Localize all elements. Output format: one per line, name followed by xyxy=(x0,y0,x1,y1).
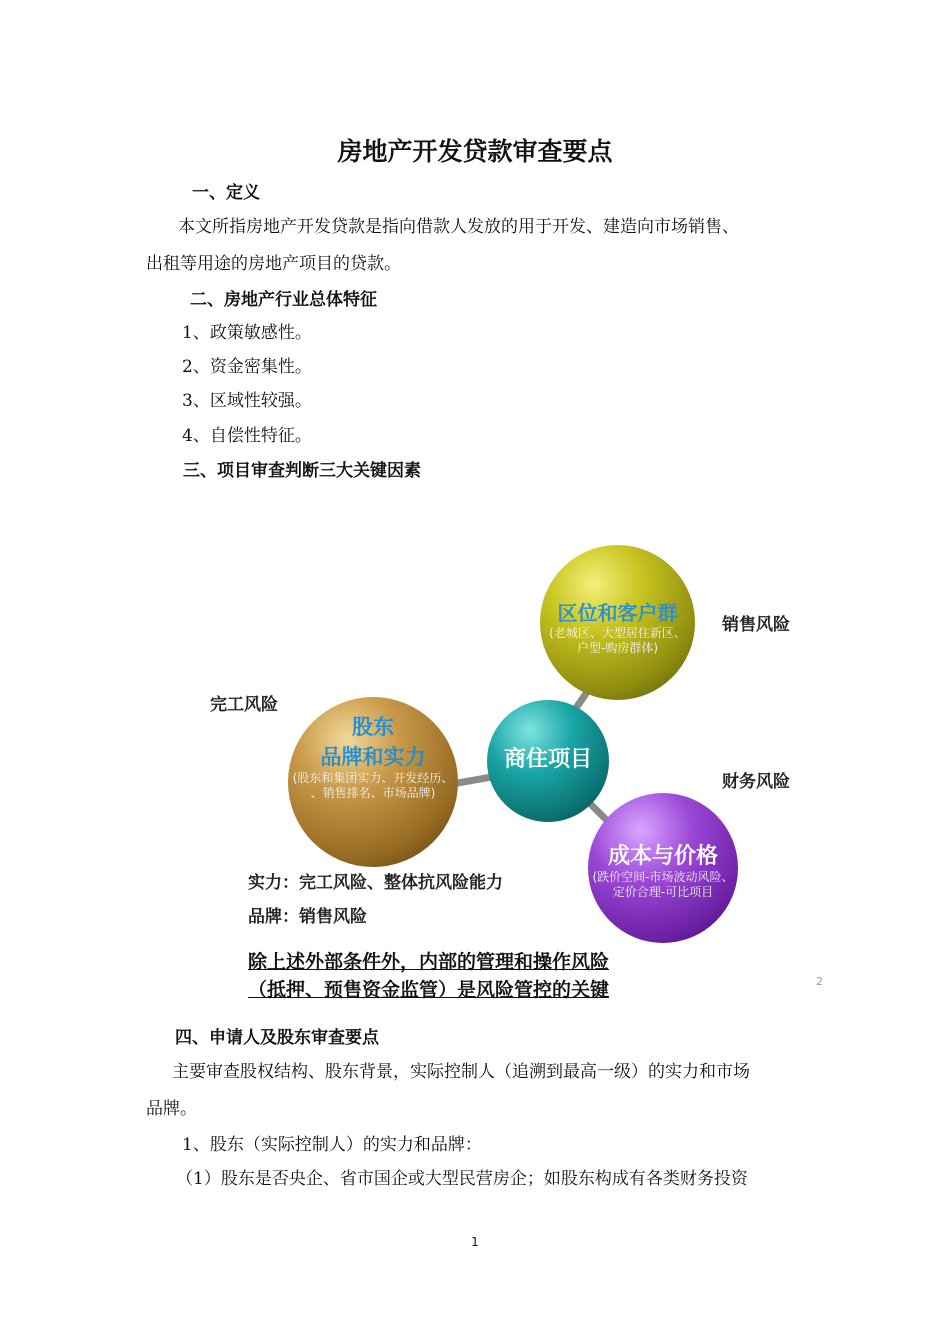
paragraph-line: 本文所指房地产开发贷款是指向借款人发放的用于开发、建造向市场销售、 xyxy=(178,217,739,237)
document-title: 房地产开发贷款审查要点 xyxy=(337,137,613,166)
list-item: 1、股东（实际控制人）的实力和品牌： xyxy=(182,1135,482,1155)
paragraph-line: 品牌。 xyxy=(146,1099,197,1119)
internal-risk-line1: 除上述外部条件外，内部的管理和操作风险 xyxy=(248,951,610,973)
key-factors-diagram xyxy=(200,535,840,1001)
shareholder-sub2: 、销售排名、市场品牌) xyxy=(310,786,436,800)
location-sub2: 户型-购房群体) xyxy=(576,641,658,655)
paragraph-line: 主要审查股权结构、股东背景，实际控制人（追溯到最高一级）的实力和市场 xyxy=(172,1062,750,1082)
shareholder-title1: 股东 xyxy=(352,715,394,739)
shareholder-brand-circle xyxy=(288,697,458,867)
section-heading-applicant: 四、申请人及股东审查要点 xyxy=(175,1028,379,1048)
section-heading-definition: 一、定义 xyxy=(192,183,260,203)
list-item: 1、政策敏感性。 xyxy=(182,323,312,343)
location-sub1: (老城区、大型居住新区、 xyxy=(549,626,686,640)
list-item: 4、自偿性特征。 xyxy=(182,426,312,446)
section-heading-features: 二、房地产行业总体特征 xyxy=(190,290,377,310)
shareholder-title2: 品牌和实力 xyxy=(320,745,426,769)
commercial-project-circle xyxy=(487,700,609,822)
cost-price-circle xyxy=(588,793,738,943)
internal-risk-line2: （抵押、预售资金监管）是风险管控的关键 xyxy=(248,979,610,1001)
location-customer-circle xyxy=(540,545,695,700)
shareholder-sub1: (股东和集团实力、开发经历、 xyxy=(292,771,454,785)
financial-risk-label: 财务风险 xyxy=(722,772,790,792)
list-item: 3、区域性较强。 xyxy=(182,391,312,411)
completion-risk-label: 完工风险 xyxy=(210,695,278,715)
cost-sub1: (跌价空间-市场波动风险、 xyxy=(592,870,734,884)
center-title: 商住项目 xyxy=(503,747,592,772)
list-item: 2、资金密集性。 xyxy=(182,357,312,377)
sales-risk-label: 销售风险 xyxy=(722,615,790,635)
list-subitem: （1）股东是否央企、省市国企或大型民营房企；如股东构成有各类财务投资 xyxy=(176,1169,748,1189)
page-number: 1 xyxy=(471,1235,479,1249)
slide-number: 2 xyxy=(816,975,823,988)
paragraph-line: 出租等用途的房地产项目的贷款。 xyxy=(146,254,401,274)
location-title: 区位和客户群 xyxy=(557,601,678,625)
section-heading-key-factors: 三、项目审查判断三大关键因素 xyxy=(183,461,421,481)
strength-note: 实力：完工风险、整体抗风险能力 xyxy=(248,873,503,893)
cost-title: 成本与价格 xyxy=(607,844,718,869)
cost-sub2: 定价合理-可比项目 xyxy=(612,885,714,899)
brand-note: 品牌：销售风险 xyxy=(248,907,367,927)
